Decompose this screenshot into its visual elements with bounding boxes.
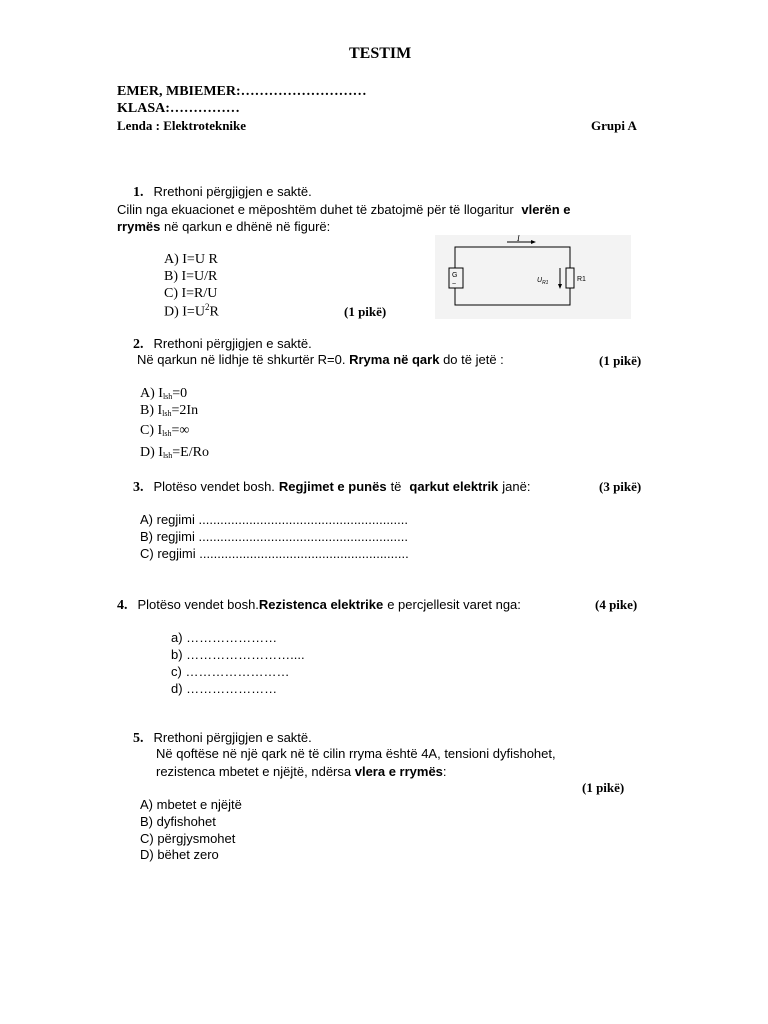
q1-option-b[interactable]: B) I=U/R xyxy=(164,269,218,284)
question-5-line1: Në qoftëse në një qark në të cilin rryma është 4A, tensioni dyfishohet, xyxy=(156,746,556,761)
q1-option-d[interactable]: D) $I=U^2R$ xyxy=(164,302,219,320)
subject-line: Lenda : Elektroteknike xyxy=(117,118,247,133)
generator-label: G xyxy=(452,272,458,279)
q5-option-d[interactable]: D) bëhet zero xyxy=(140,847,219,862)
group-label: Grupi A xyxy=(591,118,637,133)
q2-option-d[interactable]: D) $I_{lsh}=E/Ro$ xyxy=(140,445,209,460)
q4-blank-b[interactable]: b) …………………….... xyxy=(171,647,305,662)
voltage-arrowhead xyxy=(558,284,562,289)
question-1-text-line1: Cilin nga ekuacionet e mëposhtëm duhet të zbatojmë për të llogaritur vlerën e xyxy=(117,202,571,217)
q4-blank-a[interactable]: a) ………………… xyxy=(171,630,278,645)
question-instruction: Rrethoni përgjigjen e saktë. xyxy=(153,184,312,199)
q5-points: (1 pikë) xyxy=(582,780,625,795)
page-title: TESTIM xyxy=(349,45,412,62)
question-1-header xyxy=(133,183,312,201)
question-2-header: 2. Rrethoni përgjigjen e saktë. xyxy=(133,336,312,352)
current-label: I xyxy=(517,235,520,243)
q3-blank-c[interactable]: C) regjimi .......................................................... xyxy=(140,546,409,561)
current-arrowhead xyxy=(531,240,536,244)
question-2-text: Në qarkun në lidhje të shkurtër R=0. Rryma në qark do të jetë : xyxy=(137,352,504,367)
q3-blank-b[interactable]: B) regjimi .......................................................... xyxy=(140,529,408,544)
q1-option-a[interactable]: A) I=U R xyxy=(164,252,218,267)
circuit-figure xyxy=(435,235,631,319)
class-line: KLASA:…………… xyxy=(117,101,240,116)
question-5-line2: rezistenca mbetet e njëjtë, ndërsa vlera e rrymës: xyxy=(156,764,447,779)
q4-points: (4 pike) xyxy=(595,597,638,612)
circuit-wire xyxy=(455,247,570,305)
name-line: EMER, MBIEMER:……………………… xyxy=(117,84,367,99)
q5-option-b[interactable]: B) dyfishohet xyxy=(140,814,216,829)
q5-option-a[interactable]: A) mbetet e njëjtë xyxy=(140,797,242,812)
q1-points: (1 pikë) xyxy=(344,304,387,319)
q5-option-c[interactable]: C) përgjysmohet xyxy=(140,831,236,846)
q3-blank-a[interactable]: A) regjimi .......................................................... xyxy=(140,512,408,527)
generator-wave-icon: ~ xyxy=(452,281,457,288)
q1-option-c[interactable]: C) I=R/U xyxy=(164,286,218,301)
q4-blank-d[interactable]: d) ………………… xyxy=(171,681,278,696)
resistor-symbol xyxy=(566,268,574,288)
q3-points: (3 pikë) xyxy=(599,479,642,494)
question-4-header: 4. Plotëso vendet bosh.Rezistenca elektrike e percjellesit varet nga: xyxy=(117,597,521,613)
question-1-text-line2: rrymës në qarkun e dhënë në figurë: xyxy=(117,219,331,234)
question-number: 1. xyxy=(133,185,144,200)
question-3-header: 3. Plotëso vendet bosh. Regjimet e punës të qarkut elektrik janë: xyxy=(133,479,531,495)
resistor-label: R1 xyxy=(577,276,586,283)
q2-option-a[interactable]: A) $I_{lsh}=0$ xyxy=(140,386,188,401)
q4-blank-c[interactable]: c) …………………… xyxy=(171,664,290,679)
question-5-header: 5. Rrethoni përgjigjen e saktë. xyxy=(133,730,312,746)
circuit-diagram xyxy=(435,235,631,319)
q2-option-b[interactable]: B) $I_{lsh}=2In$ xyxy=(140,403,199,418)
voltage-label: $U_{R1}$ xyxy=(537,277,549,286)
q2-points: (1 pikë) xyxy=(599,353,642,368)
q2-option-c[interactable]: C) $I_{lsh}=\infty$ xyxy=(140,423,190,438)
